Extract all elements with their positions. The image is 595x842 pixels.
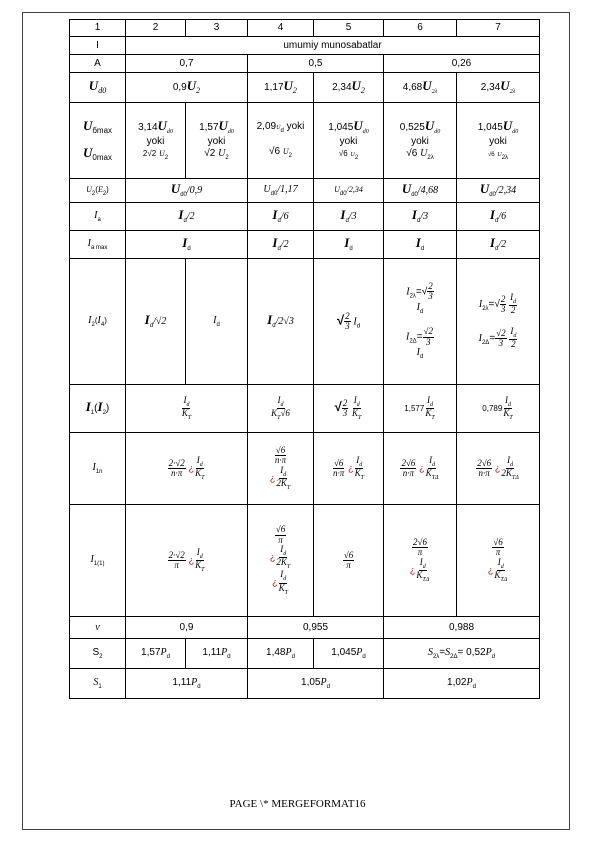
- fraction: $\frac{2√6}{\pi}$: [413, 536, 427, 558]
- table-cell: $1,02P_d$: [384, 669, 540, 699]
- table-cell: $3,14U_{d0}$ yoki 2√2 $U_2$: [126, 103, 186, 179]
- row-label: I: [70, 37, 126, 55]
- table-cell: $I_d$: [314, 231, 384, 259]
- fraction: $\frac{2}{3}$: [428, 280, 433, 302]
- table-row: [70, 505, 540, 617]
- table-cell: $2,09U_d$ yoki √6 $U_2$: [248, 103, 314, 179]
- table-row: [70, 385, 540, 433]
- table-row: [70, 617, 540, 639]
- table-row: [70, 231, 540, 259]
- table-cell: $S_{2\lambda}=S_{2\Delta}= 0,52P_d$: [384, 639, 540, 669]
- row-label: $U_{бmax}$ $U_{0max}$: [70, 103, 126, 179]
- fraction: $\frac{2}{3}$: [500, 293, 506, 314]
- table-cell: $I_d/6$: [248, 203, 314, 231]
- fraction: $\frac{2√6}{n\cdot\pi}$: [477, 457, 492, 478]
- table-row: [70, 669, 540, 699]
- fraction: $\frac{√2}{3}$: [423, 326, 433, 347]
- row-label: A: [70, 55, 126, 73]
- table-cell: 0,7: [126, 55, 248, 73]
- fraction: $\frac{√6}{n\cdot\pi}$: [274, 444, 287, 466]
- table-row: [70, 433, 540, 505]
- fraction: $\frac{I_d}{K_T}$: [503, 394, 513, 421]
- table-cell: $\frac{2\cdot√2}{n\cdot\pi}$ ¿ $\frac{I_d}{K_T}$: [126, 433, 248, 505]
- table-cell: $U_{d0}/4,68$: [384, 179, 457, 203]
- table-cell: $I_d/3$: [384, 203, 457, 231]
- table-cell: $U_{d0}/2,34$: [314, 179, 384, 203]
- table-cell: $1,17U_2$: [248, 73, 314, 103]
- fraction: $\frac{I_d}{2K_{T\Delta}}$: [501, 454, 519, 481]
- table-cell: $\frac{2√6}{n\cdot\pi}$ ¿ $\frac{I_d}{2K_{T\Delta}}$: [457, 433, 540, 505]
- table-cell: $\frac{√6}{\pi}$ ¿ $\frac{I_d}{K_{T\Delta}}$: [457, 505, 540, 617]
- table-cell: $\frac{2√6}{\pi}$ ¿ $\frac{I_d}{K_{T\Delta}}$: [384, 505, 457, 617]
- table-row: [70, 203, 540, 231]
- table-cell: [248, 385, 314, 433]
- table-cell: 0,9: [126, 617, 248, 639]
- table-row: [70, 73, 540, 103]
- page-footer: PAGE \* MERGEFORMAT16: [229, 798, 366, 810]
- table-cell: $I_d$: [186, 259, 248, 385]
- table-cell: $2,34U_{2\lambda}$: [457, 73, 540, 103]
- row-label: $U_2(E_2)$: [70, 179, 126, 203]
- table-cell: $1,11P_d$: [186, 639, 248, 669]
- fraction: $\frac{I_d}{K_T}$: [181, 394, 192, 421]
- table-cell: $I_d/2$: [457, 231, 540, 259]
- fraction: $\frac{I_d}{K_T√6}$: [271, 394, 290, 421]
- table-cell: $I_{2\lambda}=√$ $\frac{2}{3}$ $\frac{I_d}{2}$ $I_{2\Delta}=$ $\frac{√2}{3}$ $\frac{I_d}{2}$: [457, 259, 540, 385]
- table-cell: 0,5: [248, 55, 384, 73]
- table-cell: 1,577 $\frac{I_d}{K_T}$: [384, 385, 457, 433]
- fraction: $\frac{I_d}{2K_T}$: [276, 544, 291, 571]
- table-cell: $1,05P_d$: [248, 669, 384, 699]
- table-cell: $I_{2\lambda}=√$ $\frac{2}{3}$ $I_d$ $I_{2\Delta}=$ $\frac{√2}{3}$ $I_d$: [384, 259, 457, 385]
- table-cell: $1,57U_{d0}$ yoki √2 $U_2$: [186, 103, 248, 179]
- table-cell: $U_{d0}/1,17$: [248, 179, 314, 203]
- table-cell: $1,045U_{d0}$ yoki √6 $U_{2\lambda}$: [457, 103, 540, 179]
- table-row: [70, 103, 540, 179]
- table-cell: 0,26: [384, 55, 540, 73]
- fraction: $\frac{√6}{\pi}$: [275, 524, 286, 545]
- table-cell: √ $\frac{2}{3}$ $\frac{I_d}{K_T}$: [314, 385, 384, 433]
- row-label: $I_{a max}$: [70, 231, 126, 259]
- table-row: [70, 55, 540, 73]
- table-cell: $1,045P_d$: [314, 639, 384, 669]
- table-cell: $I_d/3$: [314, 203, 384, 231]
- table-cell: $1,57P_d$: [126, 639, 186, 669]
- row-label: $I_2(I_4)$: [70, 259, 126, 385]
- fraction: $\frac{√6}{n\cdot\pi}$: [333, 457, 345, 478]
- fraction: $\frac{√6}{\pi}$: [493, 536, 503, 558]
- table-cell: $\frac{√6}{n\cdot\pi}$ ¿ $\frac{I_d}{2K_T}$: [248, 433, 314, 505]
- row-label: $I_a$: [70, 203, 126, 231]
- table-cell: $1,11P_d$: [126, 669, 248, 699]
- fraction: $\frac{√2}{3}$: [496, 327, 506, 349]
- table-cell: $I_d/2$: [248, 231, 314, 259]
- table-cell: $2,34U_2$: [314, 73, 384, 103]
- header-cell: 7: [457, 20, 540, 37]
- row-label: $S_1$: [70, 669, 126, 699]
- fraction: $\frac{I_d}{K_{T\Delta}}$: [416, 556, 430, 583]
- fraction: $\frac{2\cdot√2}{n\cdot\pi}$: [168, 457, 185, 478]
- fraction: $\frac{2\cdot√2}{\pi}$: [168, 549, 185, 570]
- table-cell: $0,525U_{d0}$ yoki √6 $U_{2\lambda}$: [384, 103, 457, 179]
- table-row: [70, 639, 540, 669]
- table-cell: 0,789 $\frac{I_d}{K_T}$: [457, 385, 540, 433]
- table-cell: 0,955: [248, 617, 384, 639]
- table-cell: $4,68U_{2\lambda}$: [384, 73, 457, 103]
- fraction: $\frac{2}{3}$: [342, 397, 348, 418]
- table-cell: $\frac{2\cdot√2}{\pi}$ ¿ $\frac{I_d}{K_T}$: [126, 505, 248, 617]
- table-cell: $I_d$: [384, 231, 457, 259]
- table-cell: $I_d/2$: [126, 203, 248, 231]
- header-cell: 4: [248, 20, 314, 37]
- table-row: [70, 37, 540, 55]
- row-label: $I_1(I_2)$: [70, 385, 126, 433]
- fraction: $\frac{I_d}{2}$: [510, 292, 517, 316]
- table-cell: $1,045U_{d0}$ yoki √6 $U_2$: [314, 103, 384, 179]
- row-label: $U_{d0}$: [70, 73, 126, 103]
- table-cell: [126, 385, 248, 433]
- fraction: $\frac{I_d}{K_T}$: [195, 546, 205, 573]
- table-cell: [314, 505, 384, 617]
- table-row: [70, 259, 540, 385]
- fraction: $\frac{I_d}{2}$: [510, 326, 517, 350]
- row-label: $S_2$: [70, 639, 126, 669]
- fraction: $\frac{I_d}{K_{T\Delta}}$: [494, 556, 508, 583]
- fraction: $\frac{I_d}{K_T}$: [278, 569, 288, 596]
- fraction: $\frac{I_d}{K_T}$: [354, 454, 364, 481]
- table-cell: $U_{d0}/2,34$: [457, 179, 540, 203]
- section-title: umumiy munosabatlar: [126, 37, 540, 55]
- header-cell: 6: [384, 20, 457, 37]
- header-cell: 1: [70, 20, 126, 37]
- table-cell: $\frac{√6}{\pi}$ ¿ $\frac{I_d}{2K_T}$ ¿ $\frac{I_d}{K_T}$: [248, 505, 314, 617]
- table-row: [70, 179, 540, 203]
- row-label: $I_{1(1)}$: [70, 505, 126, 617]
- fraction: $\frac{I_d}{2K_T}$: [276, 464, 291, 491]
- table-cell: $1,48P_d$: [248, 639, 314, 669]
- table-cell: 0,988: [384, 617, 540, 639]
- table-cell: $\frac{√6}{n\cdot\pi}$ ¿ $\frac{I_d}{K_T}$: [314, 433, 384, 505]
- table-cell: $I_d$: [126, 231, 248, 259]
- fraction: $\frac{2}{3}$: [345, 310, 350, 331]
- table-cell: $I_d/6$: [457, 203, 540, 231]
- table-cell: $I_d/√2$: [126, 259, 186, 385]
- row-label: ν: [70, 617, 126, 639]
- table-cell: $I_d/2√3$: [248, 259, 314, 385]
- formula-table: [69, 19, 540, 699]
- fraction: $\frac{I_d}{K_T}$: [195, 454, 205, 481]
- fraction: $\frac{2√6}{n\cdot\pi}$: [401, 457, 416, 478]
- fraction: $\frac{√6}{\pi}$: [343, 549, 354, 570]
- fraction: $\frac{I_d}{K_T}$: [425, 394, 435, 421]
- header-cell: 3: [186, 20, 248, 37]
- table-cell: √ $\frac{2}{3}$ $I_d$: [314, 259, 384, 385]
- table-cell: $U_{d0}/0,9$: [126, 179, 248, 203]
- table-cell: $0,9U_2$: [126, 73, 248, 103]
- table-header-row: [70, 20, 540, 37]
- header-cell: 2: [126, 20, 186, 37]
- fraction: $\frac{I_d}{K_{T\Delta}}$: [425, 454, 439, 481]
- header-cell: 5: [314, 20, 384, 37]
- row-label: $I_{1n}$: [70, 433, 126, 505]
- fraction: $\frac{I_d}{K_T}$: [352, 394, 362, 421]
- table-cell: $\frac{2√6}{n\cdot\pi}$ ¿ $\frac{I_d}{K_{T\Delta}}$: [384, 433, 457, 505]
